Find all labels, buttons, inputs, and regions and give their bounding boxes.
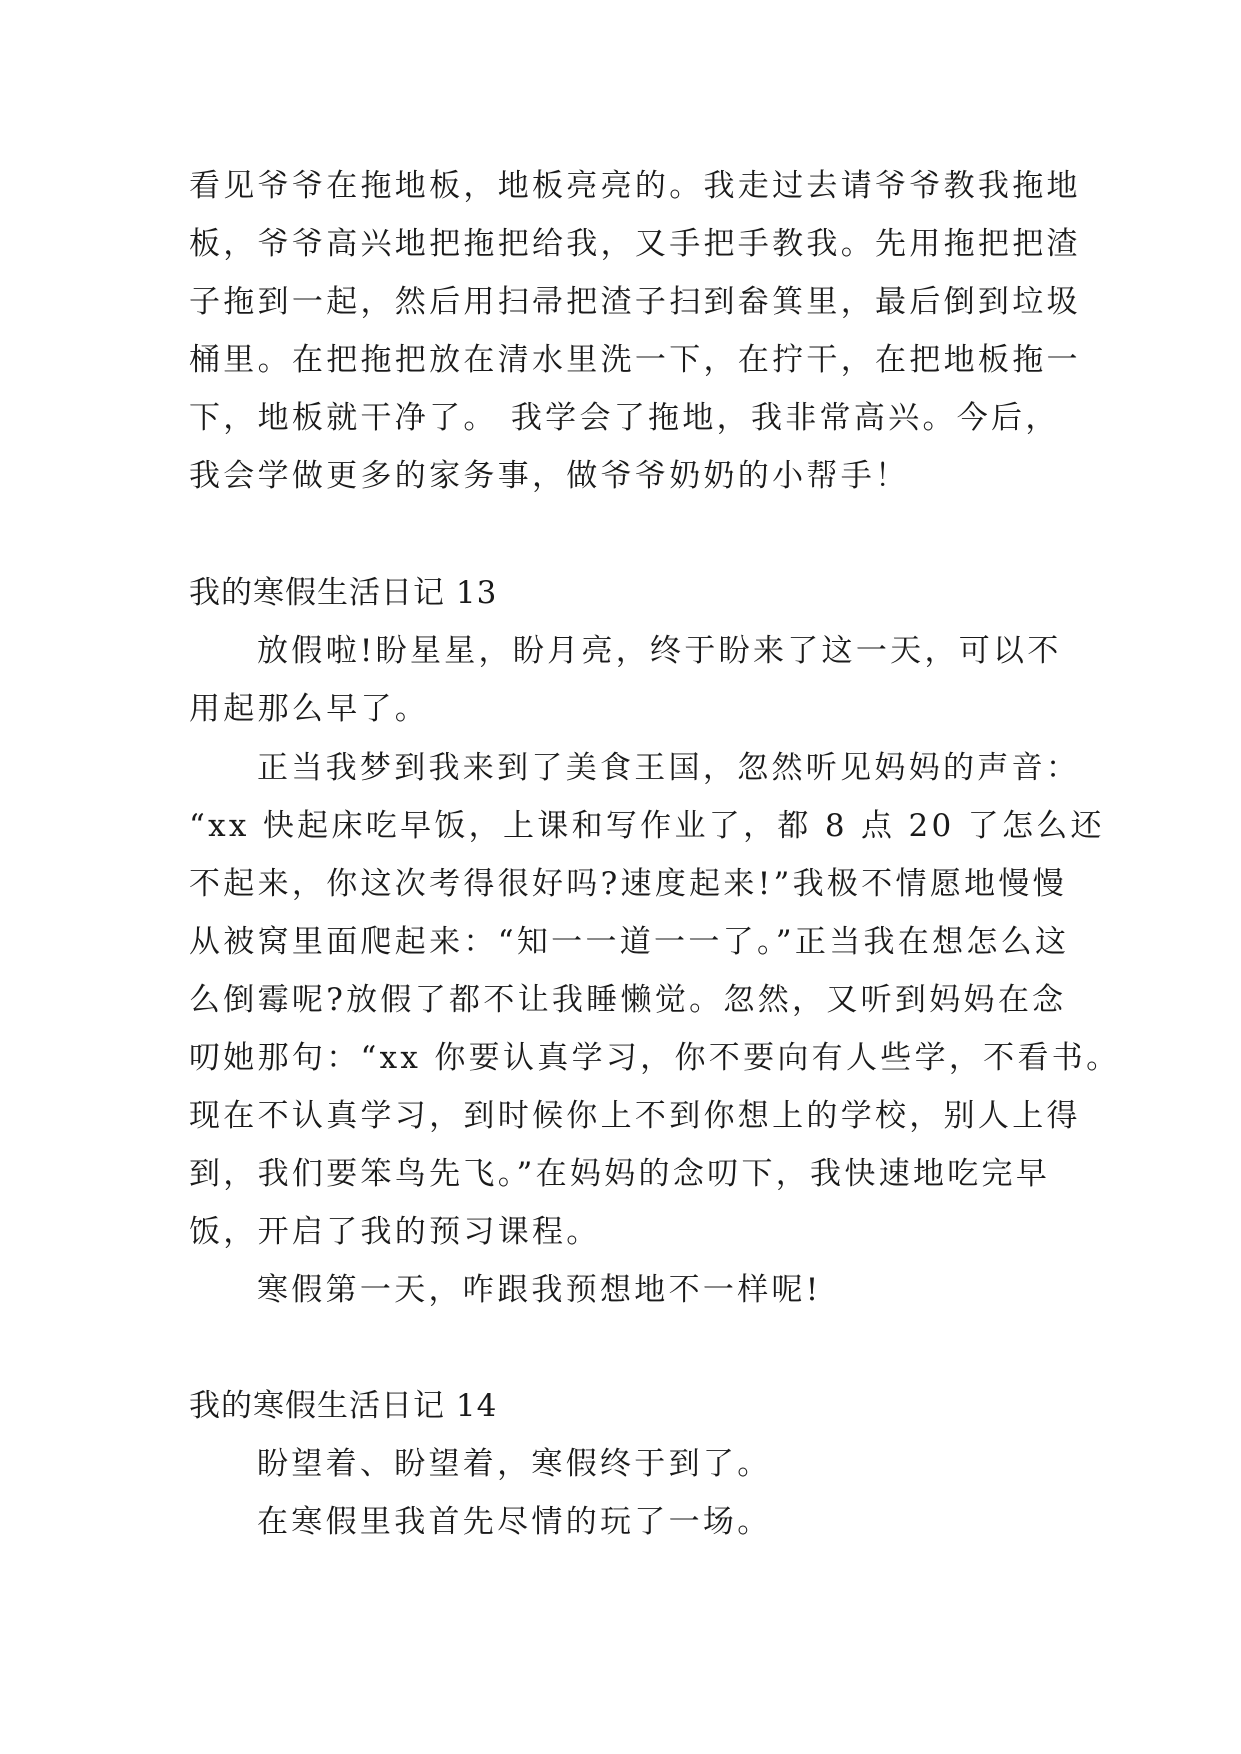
paragraph-line: 到，我们要笨鸟先飞。”在妈妈的念叨下，我快速地吃完早 — [189, 1156, 1051, 1192]
paragraph-line: 在寒假里我首先尽情的玩了一场。 — [257, 1504, 772, 1540]
paragraph-line: 下，地板就干净了。 我学会了拖地，我非常高兴。今后， — [189, 400, 1060, 436]
paragraph-line: 么倒霉呢?放假了都不让我睡懒觉。忽然，又听到妈妈在念 — [189, 982, 1067, 1018]
paragraph-line: 叨她那句：“xx 你要认真学习，你不要向有人些学，不看书。 — [189, 1040, 1121, 1076]
paragraph-line: 正当我梦到我来到了美食王国，忽然听见妈妈的声音： — [257, 750, 1081, 786]
paragraph-line: 盼望着、盼望着，寒假终于到了。 — [257, 1446, 772, 1482]
diary-title: 我的寒假生活日记 13 — [189, 575, 498, 611]
paragraph-line: “xx 快起床吃早饭，上课和写作业了，都 8 点 20 了怎么还 — [189, 808, 1105, 844]
paragraph-line: 放假啦!盼星星，盼月亮，终于盼来了这一天，可以不 — [257, 633, 1062, 669]
paragraph-line: 我会学做更多的家务事，做爷爷奶奶的小帮手！ — [189, 458, 910, 494]
paragraph-line: 从被窝里面爬起来：“知一一道一一了。”正当我在想怎么这 — [189, 924, 1070, 960]
paragraph-line: 用起那么早了。 — [189, 691, 430, 727]
paragraph-line: 寒假第一天，咋跟我预想地不一样呢! — [257, 1272, 822, 1308]
diary-title: 我的寒假生活日记 14 — [189, 1388, 498, 1424]
paragraph-line: 饭，开启了我的预习课程。 — [189, 1214, 601, 1250]
paragraph-line: 板，爷爷高兴地把拖把给我，又手把手教我。先用拖把把渣 — [189, 226, 1081, 262]
paragraph-line: 现在不认真学习，到时候你上不到你想上的学校，别人上得 — [189, 1098, 1081, 1134]
paragraph-line: 桶里。在把拖把放在清水里洗一下，在拧干，在把地板拖一 — [189, 342, 1081, 378]
paragraph-line: 不起来，你这次考得很好吗?速度起来!”我极不情愿地慢慢 — [189, 866, 1068, 902]
paragraph-line: 子拖到一起，然后用扫帚把渣子扫到畚箕里，最后倒到垃圾 — [189, 284, 1081, 320]
paragraph-line: 看见爷爷在拖地板，地板亮亮的。我走过去请爷爷教我拖地 — [189, 168, 1081, 204]
